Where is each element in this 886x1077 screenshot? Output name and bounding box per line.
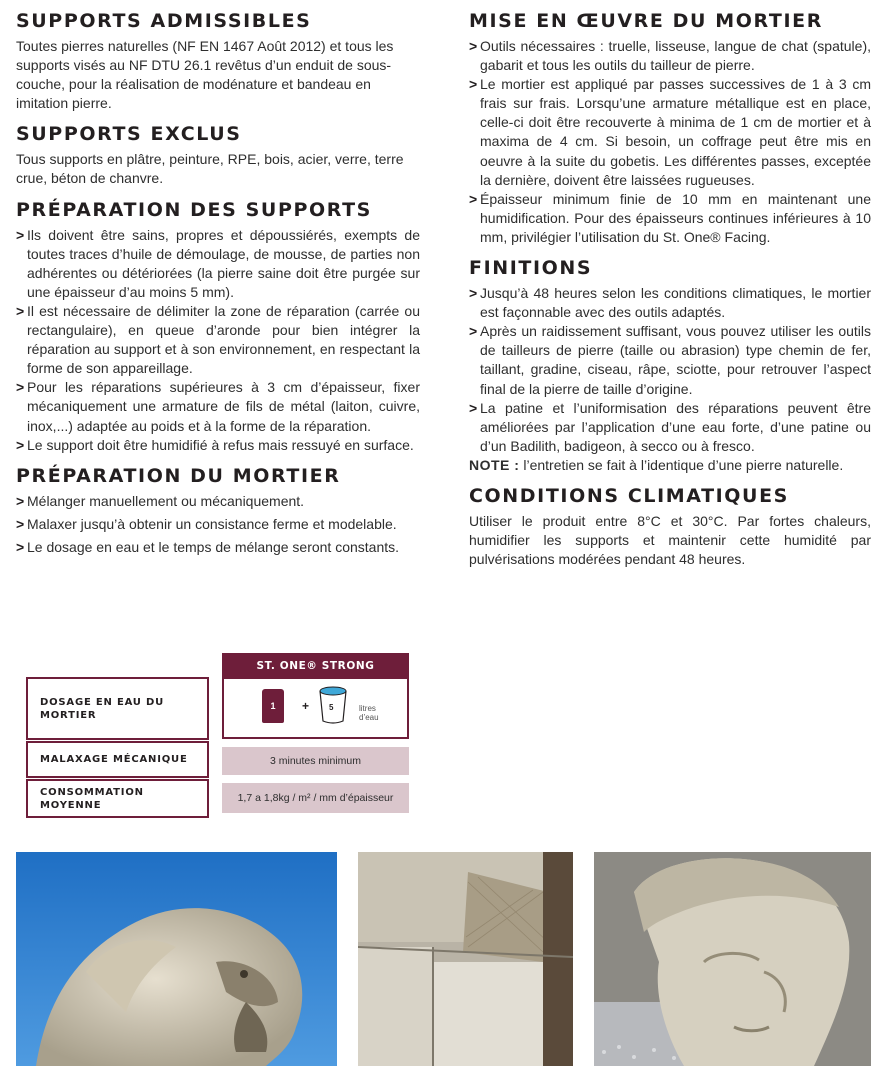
water-unit-line-1: litres xyxy=(359,704,376,713)
section-conditions-climatiques xyxy=(469,483,871,569)
list-item: > Outils nécessaires : truelle, lisseuse, langue de chat (spatule), gabarit et tous les outils du tailleur de pierre. xyxy=(469,37,871,75)
section-supports-admissibles xyxy=(16,8,420,113)
section-text: Toutes pierres naturelles (NF EN 1467 Août 2012) et tous les supports visés au NF DTU 26.1 revêtus d’un enduit de sous-couche, pour la réalisation de modénature et bandeau en imitation pierre. xyxy=(16,38,394,112)
bullet-list xyxy=(469,37,871,247)
list-item: > Le support doit être humidifié à refus mais ressuyé en surface. xyxy=(16,436,420,455)
section-title: SUPPORTS EXCLUS xyxy=(16,123,242,146)
note-text: l’entretien se fait à l’identique d’une pierre naturelle. xyxy=(519,456,844,473)
note-paragraph xyxy=(469,456,871,475)
product-header: ST. ONE® STRONG xyxy=(222,653,409,679)
list-item: > Le dosage en eau et le temps de mélange seront constants. xyxy=(16,538,420,557)
water-unit xyxy=(359,704,379,722)
section-title: MISE EN ŒUVRE DU MORTIER xyxy=(469,10,823,32)
section-title: FINITIONS xyxy=(469,257,593,280)
list-item: > Épaisseur minimum finie de 10 mm en maintenant une humidification. Pour des épaisseurs continues inférieures à 10 mm, privilégier l’utilisation du St. One® Facing. xyxy=(469,190,871,247)
plus-sign: + xyxy=(302,699,310,713)
left-column xyxy=(16,8,420,565)
list-item: > Malaxer jusqu’à obtenir un consistance ferme et modelable. xyxy=(16,515,420,534)
section-title: SUPPORTS ADMISSIBLES xyxy=(16,10,312,32)
sculpted-head-photo xyxy=(594,852,871,1066)
consommation-value: 1,7 a 1,8kg / m² / mm d’épaisseur xyxy=(222,783,409,813)
row-label-dosage: DOSAGE EN EAU DU MORTIER xyxy=(26,677,209,740)
list-item: > Après un raidissement suffisant, vous pouvez utiliser les outils de tailleurs de pierre (taille ou abrasion) type chemin de fer, taillant, gradine, ciseau, râpe, sciotte, pour retrouver l’aspect final de la pierre de taille d’origine. xyxy=(469,322,871,398)
section-preparation-supports xyxy=(16,197,420,455)
water-quantity: 5 xyxy=(329,703,334,712)
malaxage-value: 3 minutes minimum xyxy=(222,747,409,775)
bullet-list xyxy=(469,284,871,456)
row-label-consommation: CONSOMMATION MOYENNE xyxy=(26,779,209,818)
stone-repair-photo xyxy=(358,852,573,1066)
section-finitions xyxy=(469,255,871,475)
list-item: > Pour les réparations supérieures à 3 cm d’épaisseur, fixer mécaniquement une armature de fils de métal (laiton, cuivre, inox,...) adaptée au poids et à la forme de la réparation. xyxy=(16,378,420,435)
section-title: PRÉPARATION DU MORTIER xyxy=(16,464,341,487)
list-item: > Ils doivent être sains, propres et dépoussiérés, exempts de toutes traces d’huile de démoulage, de mousse, de parties non adhérentes ou détériorées (la pierre saine doit être purgée sur une épaisseur d’au moins 5 mm). xyxy=(16,226,420,302)
section-preparation-mortier xyxy=(16,463,420,557)
water-unit-line-2: d’eau xyxy=(359,713,379,722)
list-item: > Mélanger manuellement ou mécaniquement. xyxy=(16,492,420,511)
row-label-malaxage: MALAXAGE MÉCANIQUE xyxy=(26,741,209,778)
section-title: PRÉPARATION DES SUPPORTS xyxy=(16,198,372,221)
note-label: NOTE : xyxy=(469,456,520,473)
mortar-bag-icon: 1 xyxy=(262,689,284,723)
lion-statue-photo xyxy=(16,852,337,1066)
section-text: Utiliser le produit entre 8°C et 30°C. Par fortes chaleurs, humidifier les supports et maintenir cette humidité par pulvérisations modérées pendant 48 heures. xyxy=(469,512,871,568)
right-column xyxy=(469,8,871,577)
section-title: CONDITIONS CLIMATIQUES xyxy=(469,484,789,507)
section-mise-en-oeuvre xyxy=(469,8,871,247)
list-item: > Jusqu’à 48 heures selon les conditions climatiques, le mortier est façonnable avec des outils adaptés. xyxy=(469,284,871,322)
list-item: > Le mortier est appliqué par passes successives de 1 à 3 cm frais sur frais. Lorsqu’une armature métallique est en place, celle-ci doit être recouverte à minima de 1 cm de mortier et à maxima de 4 cm. Si besoin, un coffrage peut être mis en oeuvre à la suite du gobetis. Les différentes passes, exceptée la dernière, doivent être laissées rugueuses. xyxy=(469,75,871,190)
bullet-list xyxy=(16,492,420,557)
dosage-cell xyxy=(222,679,409,739)
bullet-list xyxy=(16,226,420,455)
section-text: Tous supports en plâtre, peinture, RPE, bois, acier, verre, terre crue, béton de chanvre. xyxy=(16,151,404,187)
section-supports-exclus xyxy=(16,121,420,188)
list-item: > Il est nécessaire de délimiter la zone de réparation (carrée ou rectangulaire), en queue d’aronde pour bien intégrer la réparation au support et à son environnement, en respectant la forme de son appareillage. xyxy=(16,302,420,378)
list-item: > La patine et l’uniformisation des réparations peuvent être améliorées par l’application d’une eau forte, d’une patine ou d’un Badilith, badigeon, à secco ou à fresco. xyxy=(469,399,871,456)
